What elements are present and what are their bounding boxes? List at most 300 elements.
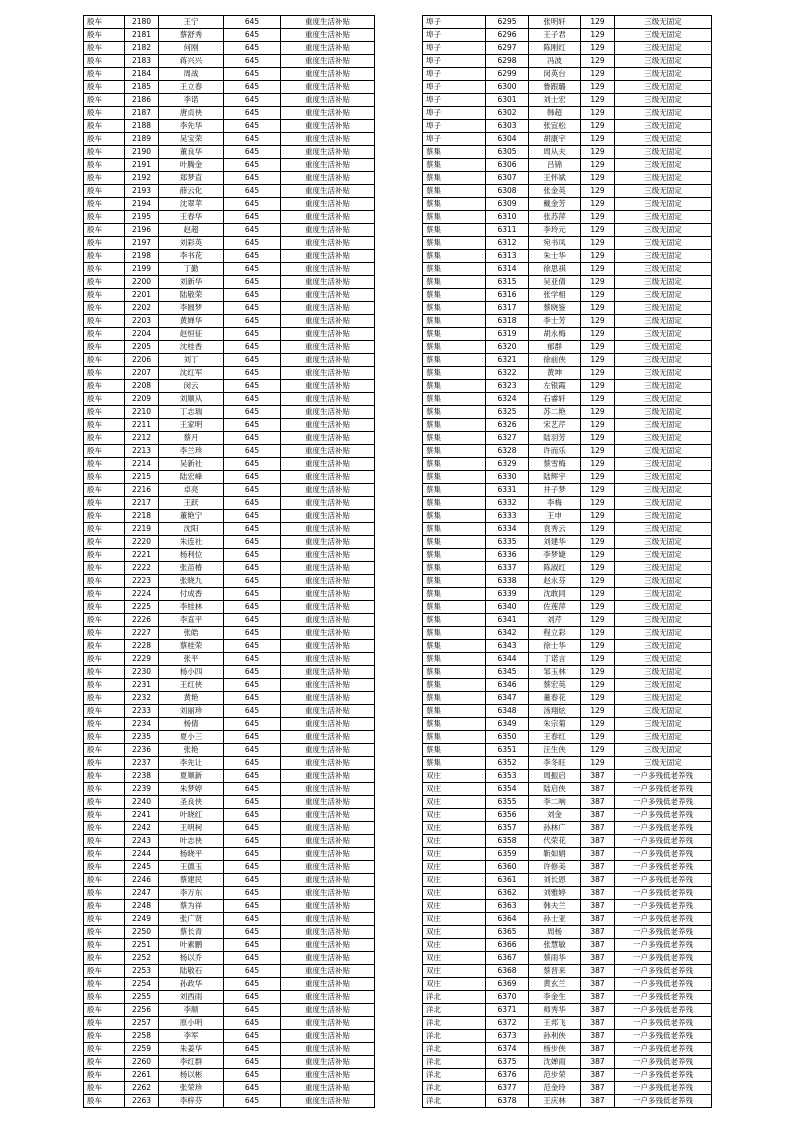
record-id-cell: 6297 [486,42,529,55]
name-cell: 叶志侠 [159,835,224,848]
subsidy-type-cell: 三级无固定 [615,718,712,731]
table-row [423,458,712,471]
village-cell: 埠子 [423,120,486,133]
subsidy-type-cell: 重度生活补贴 [281,692,375,705]
subsidy-type-cell: 重度生活补贴 [281,497,375,510]
amount-cell: 129 [581,705,615,718]
record-id-cell: 2223 [125,575,159,588]
table-row [84,770,375,783]
amount-cell: 129 [581,484,615,497]
subsidy-type-cell: 重度生活补贴 [281,198,375,211]
village-cell: 双庄 [423,874,486,887]
name-cell: 孙利侠 [529,1030,581,1043]
name-cell: 李万东 [159,887,224,900]
village-cell: 殷车 [84,81,125,94]
name-cell: 郁群 [529,341,581,354]
record-id-cell: 6358 [486,835,529,848]
village-cell: 殷车 [84,250,125,263]
table-row [84,978,375,991]
name-cell: 徐思祺 [529,263,581,276]
subsidy-type-cell: 三级无固定 [615,133,712,146]
name-cell: 师秀华 [529,1004,581,1017]
record-id-cell: 6305 [486,146,529,159]
name-cell: 蔡雨华 [529,952,581,965]
subsidy-type-cell: 三级无固定 [615,198,712,211]
amount-cell: 129 [581,81,615,94]
village-cell: 殷车 [84,991,125,1004]
record-id-cell: 6360 [486,861,529,874]
record-id-cell: 2258 [125,1030,159,1043]
record-id-cell: 2253 [125,965,159,978]
record-id-cell: 6303 [486,120,529,133]
name-cell: 王申 [529,510,581,523]
record-id-cell: 2245 [125,861,159,874]
record-id-cell: 6366 [486,939,529,952]
village-cell: 洋北 [423,1069,486,1082]
village-cell: 殷车 [84,939,125,952]
village-cell: 蔡集 [423,237,486,250]
table-row [84,497,375,510]
village-cell: 殷车 [84,822,125,835]
village-cell: 蔡集 [423,302,486,315]
name-cell: 张苗椿 [159,562,224,575]
village-cell: 蔡集 [423,575,486,588]
record-id-cell: 6311 [486,224,529,237]
village-cell: 殷车 [84,536,125,549]
table-row [423,81,712,94]
subsidy-type-cell: 一户多残低老养残 [615,939,712,952]
village-cell: 殷车 [84,1069,125,1082]
record-id-cell: 2259 [125,1043,159,1056]
amount-cell: 645 [224,809,281,822]
amount-cell: 129 [581,614,615,627]
amount-cell: 387 [581,822,615,835]
village-cell: 蔡集 [423,601,486,614]
amount-cell: 129 [581,29,615,42]
record-id-cell: 2235 [125,731,159,744]
record-id-cell: 6338 [486,575,529,588]
table-row [84,991,375,1004]
amount-cell: 645 [224,419,281,432]
table-row [84,55,375,68]
subsidy-type-cell: 重度生活补贴 [281,627,375,640]
table-row [423,887,712,900]
village-cell: 殷车 [84,718,125,731]
subsidy-type-cell: 重度生活补贴 [281,133,375,146]
table-row [423,575,712,588]
subsidy-type-cell: 重度生活补贴 [281,770,375,783]
table-row [84,42,375,55]
amount-cell: 645 [224,978,281,991]
village-cell: 蔡集 [423,484,486,497]
subsidy-type-cell: 三级无固定 [615,42,712,55]
subsidy-type-cell: 三级无固定 [615,16,712,29]
village-cell: 双庄 [423,822,486,835]
subsidy-type-cell: 重度生活补贴 [281,614,375,627]
name-cell: 吴宝荣 [159,133,224,146]
table-row [84,549,375,562]
name-cell: 靳如娟 [529,848,581,861]
record-id-cell: 2256 [125,1004,159,1017]
subsidy-type-cell: 重度生活补贴 [281,601,375,614]
village-cell: 蔡集 [423,588,486,601]
amount-cell: 645 [224,523,281,536]
name-cell: 郑梦直 [159,172,224,185]
amount-cell: 645 [224,81,281,94]
amount-cell: 645 [224,510,281,523]
subsidy-type-cell: 三级无固定 [615,55,712,68]
amount-cell: 645 [224,68,281,81]
name-cell: 刘金 [529,809,581,822]
table-row [84,1043,375,1056]
amount-cell: 645 [224,120,281,133]
table-row [423,965,712,978]
record-id-cell: 2221 [125,549,159,562]
name-cell: 王德玉 [159,861,224,874]
subsidy-type-cell: 三级无固定 [615,588,712,601]
subsidy-type-cell: 三级无固定 [615,81,712,94]
village-cell: 殷车 [84,315,125,328]
amount-cell: 645 [224,770,281,783]
table-row [423,809,712,822]
table-row [84,887,375,900]
subsidy-type-cell: 一户多残低老养残 [615,965,712,978]
table-row [84,796,375,809]
village-cell: 蔡集 [423,705,486,718]
record-id-cell: 2199 [125,263,159,276]
table-row [423,276,712,289]
table-row [84,276,375,289]
record-id-cell: 6321 [486,354,529,367]
table-row [423,380,712,393]
table-row [84,367,375,380]
village-cell: 蔡集 [423,497,486,510]
amount-cell: 129 [581,601,615,614]
amount-cell: 129 [581,432,615,445]
name-cell: 张广贤 [159,913,224,926]
village-cell: 殷车 [84,1017,125,1030]
table-row [84,484,375,497]
table-row [84,185,375,198]
subsidy-type-cell: 三级无固定 [615,627,712,640]
village-cell: 埠子 [423,55,486,68]
table-row [423,419,712,432]
name-cell: 付成香 [159,588,224,601]
village-cell: 殷车 [84,341,125,354]
amount-cell: 645 [224,861,281,874]
amount-cell: 645 [224,900,281,913]
subsidy-type-cell: 重度生活补贴 [281,393,375,406]
subsidy-type-cell: 重度生活补贴 [281,783,375,796]
amount-cell: 645 [224,887,281,900]
amount-cell: 645 [224,549,281,562]
village-cell: 洋北 [423,1004,486,1017]
name-cell: 杨小四 [159,666,224,679]
table-row [423,874,712,887]
subsidy-type-cell: 一户多残低老养残 [615,796,712,809]
record-id-cell: 6341 [486,614,529,627]
amount-cell: 645 [224,835,281,848]
name-cell: 张艳 [159,744,224,757]
record-id-cell: 6299 [486,68,529,81]
table-row [423,250,712,263]
amount-cell: 645 [224,627,281,640]
name-cell: 李桂林 [159,601,224,614]
name-cell: 丁志瑞 [159,406,224,419]
village-cell: 殷车 [84,978,125,991]
name-cell: 陆辉宇 [529,471,581,484]
table-row [84,848,375,861]
village-cell: 殷车 [84,237,125,250]
amount-cell: 129 [581,315,615,328]
subsidy-type-cell: 重度生活补贴 [281,679,375,692]
village-cell: 殷车 [84,211,125,224]
amount-cell: 387 [581,874,615,887]
record-id-cell: 2261 [125,1069,159,1082]
village-cell: 殷车 [84,458,125,471]
subsidy-type-cell: 重度生活补贴 [281,549,375,562]
record-id-cell: 2220 [125,536,159,549]
table-row [84,965,375,978]
name-cell: 杨以彬 [159,1069,224,1082]
amount-cell: 129 [581,393,615,406]
name-cell: 夏小三 [159,731,224,744]
record-id-cell: 2250 [125,926,159,939]
record-id-cell: 6310 [486,211,529,224]
name-cell: 朱连社 [159,536,224,549]
name-cell: 唐贞侠 [159,107,224,120]
record-id-cell: 2219 [125,523,159,536]
subsidy-type-cell: 重度生活补贴 [281,1043,375,1056]
table-row [423,991,712,1004]
name-cell: 黄坤 [529,367,581,380]
amount-cell: 645 [224,315,281,328]
table-row [423,614,712,627]
village-cell: 殷车 [84,159,125,172]
table-row [423,562,712,575]
record-id-cell: 2234 [125,718,159,731]
amount-cell: 645 [224,1017,281,1030]
subsidy-type-cell: 重度生活补贴 [281,1095,375,1108]
village-cell: 蔡集 [423,744,486,757]
record-id-cell: 2251 [125,939,159,952]
table-row [423,471,712,484]
record-id-cell: 2216 [125,484,159,497]
amount-cell: 645 [224,185,281,198]
table-row [84,588,375,601]
record-id-cell: 6371 [486,1004,529,1017]
name-cell: 蔡舒秀 [159,29,224,42]
village-cell: 殷车 [84,848,125,861]
village-cell: 殷车 [84,1043,125,1056]
subsidy-type-cell: 三级无固定 [615,497,712,510]
village-cell: 殷车 [84,549,125,562]
amount-cell: 645 [224,731,281,744]
record-id-cell: 2212 [125,432,159,445]
village-cell: 蔡集 [423,250,486,263]
amount-cell: 129 [581,744,615,757]
name-cell: 何刚 [159,42,224,55]
table-row [423,302,712,315]
subsidy-type-cell: 重度生活补贴 [281,471,375,484]
record-id-cell: 2230 [125,666,159,679]
amount-cell: 387 [581,1082,615,1095]
village-cell: 殷车 [84,432,125,445]
amount-cell: 129 [581,536,615,549]
record-id-cell: 2193 [125,185,159,198]
subsidy-type-cell: 三级无固定 [615,614,712,627]
record-id-cell: 6343 [486,640,529,653]
record-id-cell: 2238 [125,770,159,783]
table-row [423,536,712,549]
village-cell: 殷车 [84,692,125,705]
record-id-cell: 2242 [125,822,159,835]
record-id-cell: 2202 [125,302,159,315]
record-id-cell: 2183 [125,55,159,68]
amount-cell: 645 [224,679,281,692]
amount-cell: 645 [224,1004,281,1017]
amount-cell: 129 [581,198,615,211]
village-cell: 洋北 [423,1017,486,1030]
amount-cell: 645 [224,159,281,172]
subsidy-type-cell: 重度生活补贴 [281,419,375,432]
village-cell: 殷车 [84,809,125,822]
subsidy-type-cell: 三级无固定 [615,432,712,445]
village-cell: 双庄 [423,809,486,822]
village-cell: 蔡集 [423,445,486,458]
record-id-cell: 6354 [486,783,529,796]
name-cell: 杨以乔 [159,952,224,965]
village-cell: 蔡集 [423,146,486,159]
amount-cell: 645 [224,939,281,952]
village-cell: 殷车 [84,965,125,978]
amount-cell: 645 [224,614,281,627]
record-id-cell: 6372 [486,1017,529,1030]
village-cell: 蔡集 [423,432,486,445]
amount-cell: 645 [224,796,281,809]
name-cell: 周战 [159,68,224,81]
table-row [84,861,375,874]
table-row [423,848,712,861]
record-id-cell: 2222 [125,562,159,575]
table-row [84,289,375,302]
record-id-cell: 6364 [486,913,529,926]
village-cell: 双庄 [423,926,486,939]
name-cell: 袁秀云 [529,523,581,536]
record-id-cell: 6351 [486,744,529,757]
name-cell: 丁诺言 [529,653,581,666]
table-row [423,640,712,653]
amount-cell: 129 [581,562,615,575]
table-row [423,172,712,185]
subsidy-type-cell: 重度生活补贴 [281,68,375,81]
subsidy-type-cell: 一户多残低老养残 [615,770,712,783]
table-row [423,1095,712,1108]
record-id-cell: 2225 [125,601,159,614]
amount-cell: 645 [224,289,281,302]
subsidy-type-cell: 一户多残低老养残 [615,1017,712,1030]
village-cell: 殷车 [84,900,125,913]
amount-cell: 129 [581,289,615,302]
village-cell: 殷车 [84,68,125,81]
amount-cell: 129 [581,471,615,484]
subsidy-type-cell: 三级无固定 [615,744,712,757]
village-cell: 殷车 [84,29,125,42]
table-row [423,1004,712,1017]
subsidy-type-cell: 重度生活补贴 [281,315,375,328]
table-row [84,94,375,107]
subsidy-type-cell: 重度生活补贴 [281,328,375,341]
amount-cell: 129 [581,380,615,393]
record-id-cell: 2190 [125,146,159,159]
table-row [423,718,712,731]
table-row [423,653,712,666]
subsidy-type-cell: 重度生活补贴 [281,978,375,991]
amount-cell: 387 [581,861,615,874]
subsidy-type-cell: 一户多残低老养残 [615,1056,712,1069]
name-cell: 刘长恩 [529,874,581,887]
name-cell: 胡康宇 [529,133,581,146]
subsidy-type-cell: 重度生活补贴 [281,406,375,419]
village-cell: 蔡集 [423,406,486,419]
amount-cell: 645 [224,393,281,406]
record-id-cell: 6336 [486,549,529,562]
name-cell: 沈敢同 [529,588,581,601]
record-id-cell: 6315 [486,276,529,289]
record-id-cell: 6375 [486,1056,529,1069]
record-id-cell: 2246 [125,874,159,887]
table-row [84,68,375,81]
subsidy-type-cell: 重度生活补贴 [281,653,375,666]
amount-cell: 645 [224,55,281,68]
village-cell: 殷车 [84,380,125,393]
name-cell: 韩夫兰 [529,900,581,913]
name-cell: 赵永芬 [529,575,581,588]
village-cell: 殷车 [84,1056,125,1069]
subsidy-type-cell: 重度生活补贴 [281,822,375,835]
table-row [84,926,375,939]
amount-cell: 129 [581,237,615,250]
name-cell: 张晓九 [159,575,224,588]
table-row [423,432,712,445]
table-row [84,679,375,692]
record-id-cell: 6316 [486,289,529,302]
village-cell: 殷车 [84,835,125,848]
table-row [84,705,375,718]
village-cell: 蔡集 [423,510,486,523]
record-id-cell: 6329 [486,458,529,471]
village-cell: 殷车 [84,263,125,276]
name-cell: 刘丁 [159,354,224,367]
village-cell: 殷车 [84,172,125,185]
subsidy-type-cell: 重度生活补贴 [281,380,375,393]
village-cell: 殷车 [84,55,125,68]
village-cell: 蔡集 [423,731,486,744]
table-row [423,29,712,42]
subsidy-type-cell: 三级无固定 [615,484,712,497]
table-row [84,640,375,653]
subsidy-type-cell: 三级无固定 [615,705,712,718]
village-cell: 双庄 [423,783,486,796]
record-id-cell: 6302 [486,107,529,120]
subsidy-type-cell: 一户多残低老养残 [615,900,712,913]
amount-cell: 645 [224,1082,281,1095]
village-cell: 殷车 [84,198,125,211]
amount-cell: 129 [581,211,615,224]
record-id-cell: 2240 [125,796,159,809]
village-cell: 殷车 [84,94,125,107]
subsidy-type-cell: 三级无固定 [615,289,712,302]
